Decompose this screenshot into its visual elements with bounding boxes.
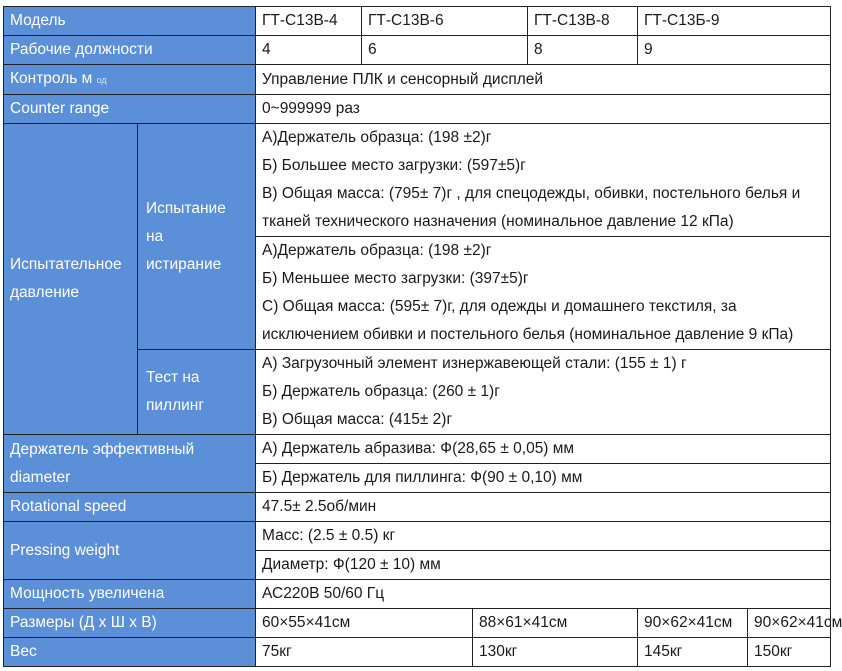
dimensions-value-1: 60×55×41см xyxy=(256,609,473,638)
row-pressure-abrasion-1 xyxy=(4,124,831,237)
pilling-values xyxy=(256,350,831,435)
abrasion-label-line1: Испытание xyxy=(146,199,226,217)
abrasion-label-line2: на xyxy=(146,227,164,245)
row-weight-total xyxy=(4,638,831,667)
weight-value-2: Диаметр: Ф(120 ± 10) мм xyxy=(256,551,831,580)
dimensions-label: Размеры (Д х Ш х В) xyxy=(4,609,256,638)
abrasion-label xyxy=(138,124,256,350)
pressure-label-line1: Испытательное xyxy=(10,256,122,273)
abrasion-g1-line2: Б) Большее место загрузки: (597±5)г xyxy=(262,157,526,174)
abrasion-g1-line1: А)Держатель образца: (198 ±2)г xyxy=(262,129,492,146)
holder-label xyxy=(4,435,256,493)
abrasion-g2-line4: исключением обивки и постельного белья (номинальное давление 9 кПа) xyxy=(262,326,794,343)
weight-total-value-3: 145кг xyxy=(638,638,748,667)
model-label: Модель xyxy=(4,7,256,36)
row-model xyxy=(4,7,831,36)
row-counter xyxy=(4,95,831,124)
model-value-2: ГТ-С13В-6 xyxy=(362,7,528,36)
row-dimensions xyxy=(4,609,831,638)
stations-value-3: 8 xyxy=(528,36,638,65)
weight-total-value-1: 75кг xyxy=(256,638,473,667)
pressure-label xyxy=(4,124,138,435)
weight-total-label: Вес xyxy=(4,638,256,667)
row-control xyxy=(4,65,831,95)
dimensions-value-4: 90×62×41см xyxy=(748,609,831,638)
row-weight-1 xyxy=(4,522,831,551)
pilling-line1: А) Загрузочный элемент изнержавеющей стали: (155 ± 1) г xyxy=(262,355,687,372)
stations-value-1: 4 xyxy=(256,36,362,65)
speed-label: Rotational speed xyxy=(4,493,256,522)
speed-value: 47.5± 2.5об/мин xyxy=(256,493,831,522)
model-value-1: ГТ-С13В-4 xyxy=(256,7,362,36)
control-value: Управление ПЛК и сенсорный дисплей xyxy=(256,65,831,95)
abrasion-g2-line1: А)Держатель образца: (198 ±2)г xyxy=(262,242,492,259)
spec-table xyxy=(3,6,842,667)
abrasion-group-1 xyxy=(256,124,831,237)
stations-value-4: 9 xyxy=(638,36,831,65)
stations-value-2: 6 xyxy=(362,36,528,65)
stations-label: Рабочие должности xyxy=(4,36,256,65)
holder-value-1: А) Держатель абразива: Ф(28,65 ± 0,05) мм xyxy=(256,435,831,464)
weight-value-1: Масс: (2.5 ± 0.5) кг xyxy=(256,522,831,551)
abrasion-g1-line4: тканей технического назначения (номинальное давление 12 кПа) xyxy=(262,213,734,230)
pilling-label-line2: пиллинг xyxy=(146,397,205,414)
holder-label-line2: diameter xyxy=(10,468,71,486)
model-value-3: ГТ-С13В-8 xyxy=(528,7,638,36)
dimensions-value-3: 90×62×41см xyxy=(638,609,748,638)
holder-label-line1: Держатель эффективный xyxy=(10,440,195,458)
power-label: Мощность увеличена xyxy=(4,580,256,609)
model-value-4: ГТ-С13Б-9 xyxy=(638,7,831,36)
counter-value: 0~999999 раз xyxy=(256,95,831,124)
pilling-line3: В) Общая масса: (415± 2)г xyxy=(262,411,453,428)
abrasion-g1-line3: В) Общая масса: (795± 7)г , для спецодежды, обивки, постельного белья и xyxy=(262,185,801,202)
row-holder-1 xyxy=(4,435,831,464)
power-value: АС220В 50/60 Гц xyxy=(256,580,831,609)
pilling-label xyxy=(138,350,256,435)
weight-total-value-2: 130кг xyxy=(473,638,638,667)
abrasion-label-line3: истирание xyxy=(146,255,222,273)
control-label-main: Контроль м xyxy=(10,70,93,87)
row-stations xyxy=(4,36,831,65)
pilling-label-line1: Тест на xyxy=(146,369,200,386)
weight-total-value-4: 150кг xyxy=(748,638,831,667)
dimensions-value-2: 88×61×41см xyxy=(473,609,638,638)
row-speed xyxy=(4,493,831,522)
abrasion-group-2 xyxy=(256,237,831,350)
pressure-label-line2: давление xyxy=(10,284,80,301)
abrasion-g2-line3: С) Общая масса: (595± 7)г, для одежды и домашнего текстиля, за xyxy=(262,298,737,315)
holder-value-2: Б) Держатель для пиллинга: Ф(90 ± 0,10) мм xyxy=(256,464,831,493)
pilling-line2: Б) Держатель образца: (260 ± 1)г xyxy=(262,383,500,400)
control-label-small: од xyxy=(96,75,107,85)
counter-label: Counter range xyxy=(4,95,256,124)
row-power xyxy=(4,580,831,609)
weight-label: Pressing weight xyxy=(4,522,256,580)
control-label xyxy=(4,65,256,95)
abrasion-g2-line2: Б) Меньшее место загрузки: (397±5)г xyxy=(262,270,529,287)
